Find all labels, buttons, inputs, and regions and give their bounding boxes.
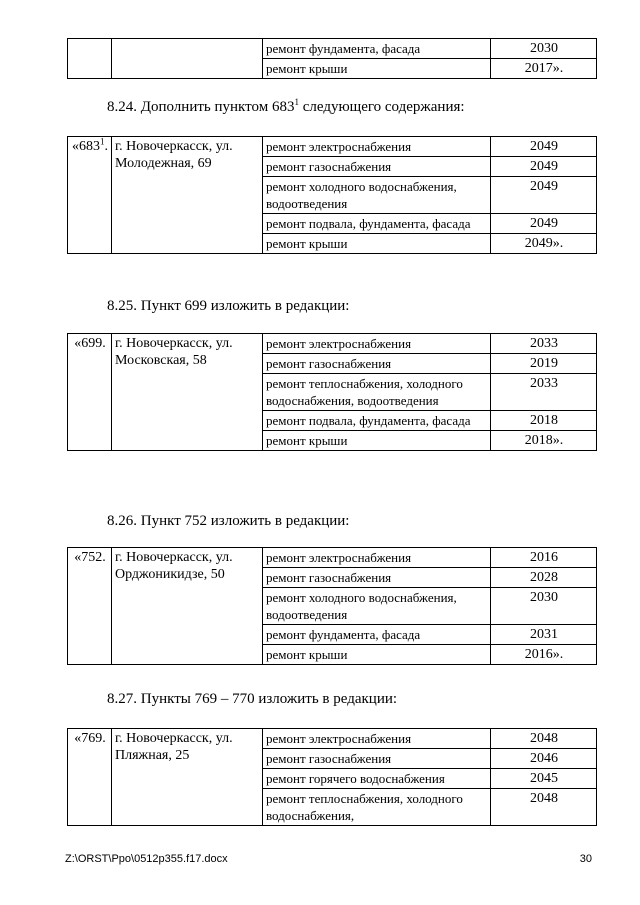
table-752 [67, 547, 597, 665]
year-cell: 2033 [491, 374, 597, 411]
num-cell: «752. [68, 548, 112, 665]
section-heading-8-24: 8.24. Дополнить пунктом $683^1$ следующего содержания: [107, 97, 465, 115]
year-cell: 2030 [491, 39, 597, 59]
footer-page-number: 30 [579, 853, 592, 865]
year-cell: 2019 [491, 354, 597, 374]
year-cell: 2049 [491, 214, 597, 234]
address-cell: г. Новочеркасск, ул. Орджоникидзе, 50 [112, 548, 263, 665]
work-cell: ремонт газоснабжения [263, 749, 491, 769]
table-699 [67, 333, 597, 451]
address-cell [112, 39, 263, 79]
num-cell: «699. [68, 334, 112, 451]
table-row [68, 729, 597, 749]
work-cell: ремонт электроснабжения [263, 729, 491, 749]
address-cell: г. Новочеркасск, ул. Пляжная, 25 [112, 729, 263, 826]
year-cell: 2048 [491, 729, 597, 749]
work-cell: ремонт подвала, фундамента, фасада [263, 411, 491, 431]
work-cell: ремонт электроснабжения [263, 137, 491, 157]
table-683 [67, 136, 597, 254]
address-cell: г. Новочеркасск, ул. Молодежная, 69 [112, 137, 263, 254]
section-heading-8-26: 8.26. Пункт 752 изложить в редакции: [107, 513, 350, 529]
section-heading-8-25: 8.25. Пункт 699 изложить в редакции: [107, 298, 350, 314]
table-769 [67, 728, 597, 826]
work-cell: ремонт газоснабжения [263, 568, 491, 588]
work-cell: ремонт крыши [263, 645, 491, 665]
address-cell: г. Новочеркасск, ул. Московская, 58 [112, 334, 263, 451]
table-row [68, 548, 597, 568]
num-cell [68, 39, 112, 79]
work-cell: ремонт электроснабжения [263, 334, 491, 354]
work-cell: ремонт подвала, фундамента, фасада [263, 214, 491, 234]
work-cell: ремонт газоснабжения [263, 157, 491, 177]
year-cell: 2017». [491, 59, 597, 79]
year-cell: 2033 [491, 334, 597, 354]
work-cell: ремонт фундамента, фасада [263, 39, 491, 59]
year-cell: 2049 [491, 137, 597, 157]
work-cell: ремонт крыши [263, 234, 491, 254]
year-cell: 2046 [491, 749, 597, 769]
num-cell: «$683^1$. [68, 137, 112, 254]
work-cell: ремонт теплоснабжения, холодного водоснабжения, водоотведения [263, 374, 491, 411]
year-cell: 2016». [491, 645, 597, 665]
table-row [68, 334, 597, 354]
work-cell: ремонт газоснабжения [263, 354, 491, 374]
footer-file-path: Z:\ORST\Ppo\0512p355.f17.docx [65, 853, 228, 865]
work-cell: ремонт холодного водоснабжения, водоотведения [263, 177, 491, 214]
year-cell: 2049 [491, 157, 597, 177]
year-cell: 2018». [491, 431, 597, 451]
year-cell: 2028 [491, 568, 597, 588]
work-cell: ремонт крыши [263, 59, 491, 79]
year-cell: 2045 [491, 769, 597, 789]
table-prev-continuation [67, 38, 597, 79]
table-row [68, 137, 597, 157]
num-cell: «769. [68, 729, 112, 826]
work-cell: ремонт крыши [263, 431, 491, 451]
year-cell: 2048 [491, 789, 597, 826]
table-row [68, 39, 597, 59]
section-heading-8-27: 8.27. Пункты 769 – 770 изложить в редакции: [107, 691, 398, 707]
year-cell: 2031 [491, 625, 597, 645]
year-cell: 2018 [491, 411, 597, 431]
work-cell: ремонт холодного водоснабжения, водоотведения [263, 588, 491, 625]
work-cell: ремонт фундамента, фасада [263, 625, 491, 645]
year-cell: 2016 [491, 548, 597, 568]
work-cell: ремонт электроснабжения [263, 548, 491, 568]
work-cell: ремонт горячего водоснабжения [263, 769, 491, 789]
year-cell: 2049 [491, 177, 597, 214]
work-cell: ремонт теплоснабжения, холодного водоснабжения, [263, 789, 491, 826]
year-cell: 2030 [491, 588, 597, 625]
year-cell: 2049». [491, 234, 597, 254]
